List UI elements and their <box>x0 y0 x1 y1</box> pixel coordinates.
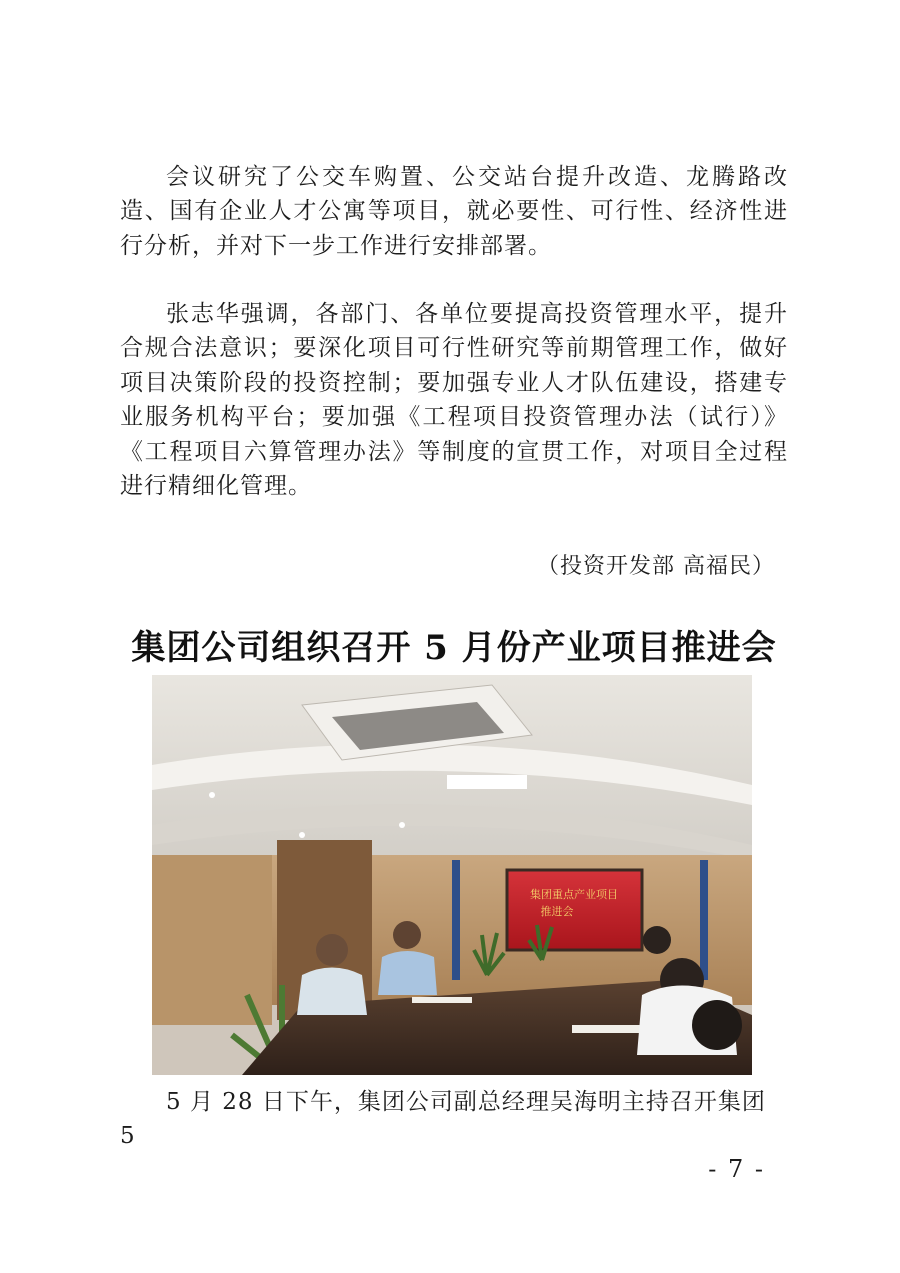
body-paragraph-2: 张志华强调，各部门、各单位要提高投资管理水平，提升合规合法意识；要深化项目可行性研究等前期管理工作，做好项目决策阶段的投资控制；要加强专业人才队伍建设，搭建专业服务机构平台；要加强《工程项目投资管理办法（试行）》《工程项目六算管理办法》等制度的宣贯工作，对项目全过程进行精细化管理。 <box>120 301 788 500</box>
page-number: - 7 - <box>708 1155 765 1183</box>
screen-text-line1: 集团重点产业项目 <box>530 888 618 901</box>
screen-text-line2: 推进会 <box>540 905 574 918</box>
photo-caption: 5 月 28 日下午，集团公司副总经理吴海明主持召开集团 5 <box>120 1089 766 1149</box>
meeting-photo <box>152 675 752 1075</box>
signature: （投资开发部 高福民） <box>537 554 775 579</box>
section-title: 集团公司组织召开 5 月份产业项目推进会 <box>131 628 777 668</box>
body-paragraph-1: 会议研究了公交车购置、公交站台提升改造、龙腾路改造、国有企业人才公寓等项目，就必要性、可行性、经济性进行分析，并对下一步工作进行安排部署。 <box>120 164 788 259</box>
